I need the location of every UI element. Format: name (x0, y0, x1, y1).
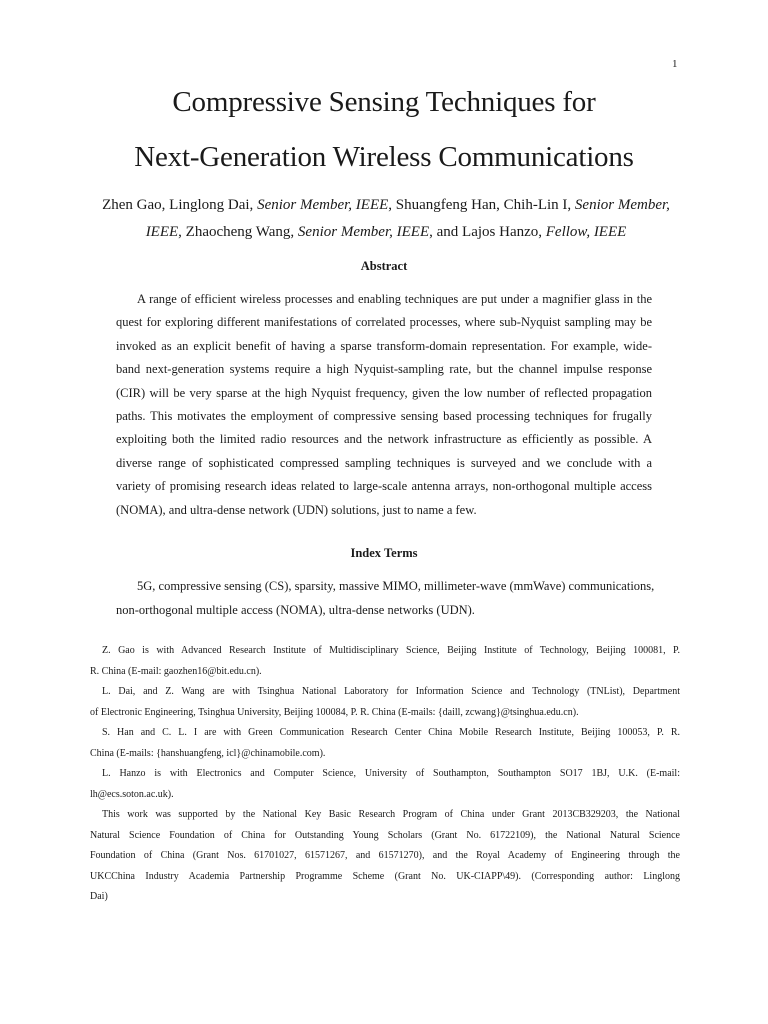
abstract-line: exploiting both the limited radio resources and the network infrastructure as efficiently as possible. A (116, 432, 652, 447)
footnote-line: Dai) (90, 891, 108, 902)
footnote-line: S. Han and C. L. I are with Green Communication Research Center China Mobile Research Institute, Beijing 100053, P. R. (102, 727, 680, 738)
author-list (90, 192, 682, 246)
footnote-line: R. China (E-mail: gaozhen16@bit.edu.cn). (90, 665, 262, 677)
paper-title-line-2: Next-Generation Wireless Communications (134, 141, 634, 173)
author-text: , and Lajos Hanzo, (429, 224, 546, 240)
abstract-line: A range of efficient wireless processes and enabling techniques are put under a magnifier glass in the (137, 292, 652, 306)
abstract-line: invoked as an explicit benefit of having a sparse transform-domain representation. For example, wide- (116, 338, 652, 353)
footnote-line: L. Dai, and Z. Wang are with Tsinghua National Laboratory for Information Science and Technology (TNList), Department (102, 686, 680, 697)
footnote-line: China (E-mails: {hanshuangfeng, icl}@chinamobile.com). (90, 747, 326, 759)
index-terms-line: 5G, compressive sensing (CS), sparsity, massive MIMO, millimeter-wave (mmWave) communications, (137, 579, 655, 593)
author-text: , Zhaocheng Wang, (178, 224, 298, 240)
abstract-heading: Abstract (360, 259, 408, 273)
author-affiliation-title: Senior Member, (574, 197, 670, 213)
index-terms-line: non-orthogonal multiple access (NOMA), ultra-dense networks (UDN). (116, 603, 475, 617)
paper-title-line-1: Compressive Sensing Techniques for (172, 86, 596, 118)
author-line-1 (90, 192, 682, 219)
abstract-line: (CIR) will be very sparse at the high Nyquist frequency, given the low number of reflected propagation (116, 385, 652, 400)
author-text: Zhen Gao, Linglong Dai, (102, 197, 258, 213)
footnote-line: of Electronic Engineering, Tsinghua University, Beijing 100084, P. R. China (E-mails: {daill, zcwang}@tsinghua.edu.cn). (90, 706, 579, 718)
footnote-line: This work was supported by the National Key Basic Research Program of China under Grant 2013CB329203, the National (102, 809, 680, 820)
footnote-line: L. Hanzo is with Electronics and Computer Science, University of Southampton, Southampton SO17 1BJ, U.K. (E-mail: (102, 768, 680, 779)
author-line-2 (90, 219, 682, 246)
author-affiliation-title: Senior Member, IEEE (297, 224, 430, 240)
footnote-line: lh@ecs.soton.ac.uk). (90, 788, 174, 800)
footnote-line: Natural Science Foundation of China for Outstanding Young Scholars (Grant No. 61722109), the National Natural Science (90, 829, 680, 841)
abstract-line: variety of promising research ideas related to large-scale antenna arrays, non-orthogonal multiple access (116, 479, 652, 494)
footnote-line: UKCChina Industry Academia Partnership Programme Scheme (Grant No. UK-CIAPP\49). (Corresponding author: Linglong (90, 870, 680, 882)
abstract-line: band next-generation systems require a high Nyquist-sampling rate, but the channel impulse response (116, 362, 652, 377)
index-terms-heading: Index Terms (350, 546, 418, 560)
author-affiliation-title: Fellow, IEEE (545, 224, 627, 240)
abstract-line: (NOMA), and ultra-dense network (UDN) solutions, just to name a few. (116, 502, 477, 517)
author-affiliation-title: IEEE (145, 224, 179, 240)
page-number: 1 (672, 58, 678, 70)
footnote-line: Foundation of China (Grant Nos. 61701027, 61571267, and 61571270), and the Royal Academy of Engineering through the (90, 850, 680, 861)
author-text: , Shuangfeng Han, Chih-Lin I, (388, 197, 575, 213)
footnote-line: Z. Gao is with Advanced Research Institute of Multidisciplinary Science, Beijing Institute of Technology, Beijing 100081, P. (102, 645, 680, 656)
abstract-line: quest for exploring different manifestations of correlated processes, where sub-Nyquist sampling may be (116, 315, 652, 330)
abstract-line: paths. This motivates the employment of compressive sensing based processing techniques for frugally (116, 409, 652, 423)
author-affiliation-title: Senior Member, IEEE (257, 197, 389, 213)
abstract-line: diverse range of sophisticated compressed sampling techniques is surveyed and we conclude with a (116, 455, 652, 470)
